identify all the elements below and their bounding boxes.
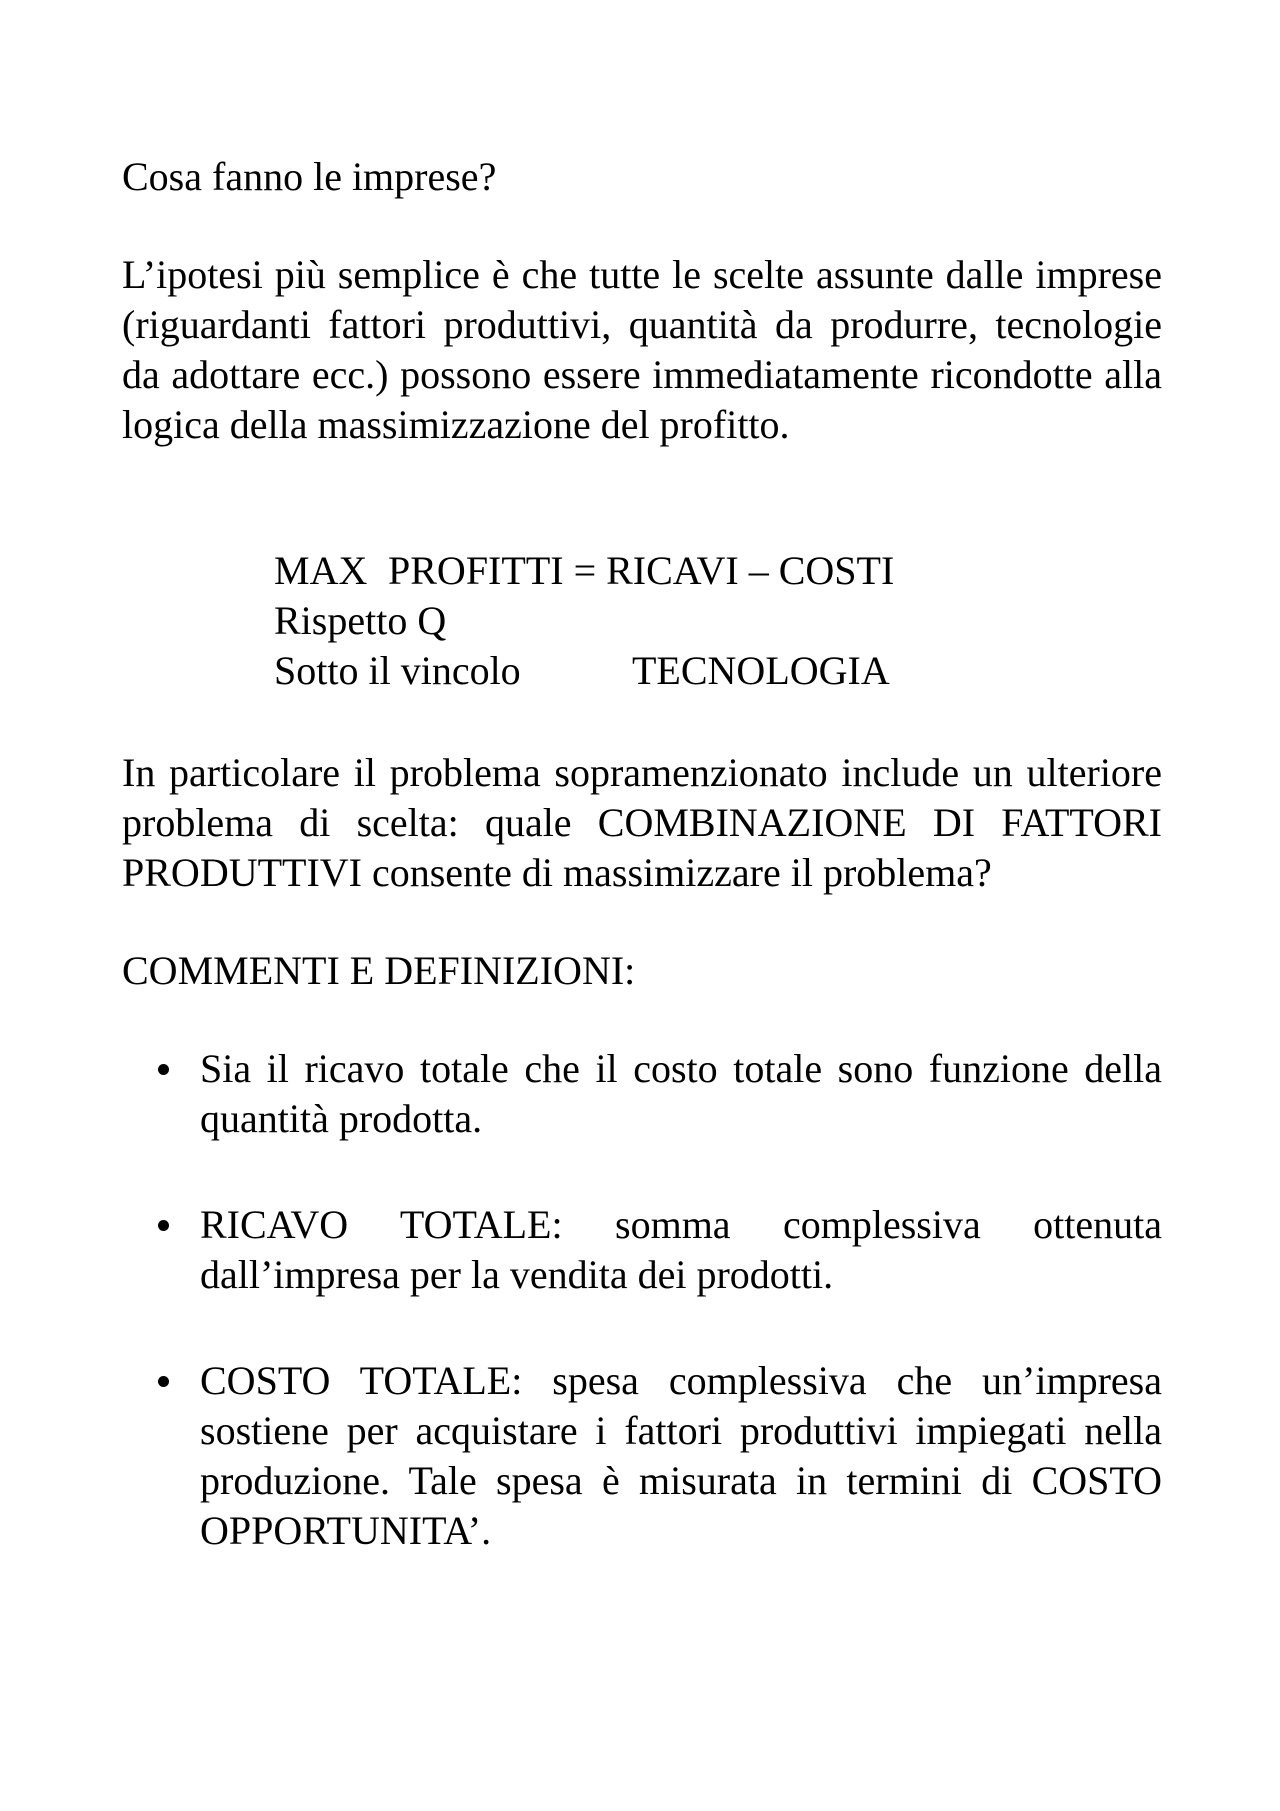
formula-line-respect xyxy=(274,596,1162,646)
definitions-list xyxy=(122,1044,1162,1556)
spacer xyxy=(122,202,1162,250)
formula-expression: PROFITTI = RICAVI – COSTI xyxy=(388,548,895,593)
spacer xyxy=(122,898,1162,946)
list-item-text: RICAVO TOTALE: somma complessiva ottenuta dall’impresa per la vendita dei prodotti. xyxy=(200,1202,1162,1297)
formula-respect-label: Rispetto Q xyxy=(274,598,447,643)
list-item xyxy=(122,1044,1162,1144)
bullet-icon xyxy=(158,1376,169,1387)
spacer xyxy=(122,450,1162,546)
profit-formula xyxy=(274,546,1162,696)
list-item xyxy=(122,1200,1162,1300)
page-title: Cosa fanno le imprese? xyxy=(122,154,497,199)
spacer xyxy=(122,996,1162,1044)
intro-paragraph: L’ipotesi più semplice è che tutte le scelte assunte dalle imprese (riguardanti fattori produttivi, quantità da produrre, tecnologie da adottare ecc.) possono essere immediatamente ricondotte alla logica della massimizzazione del profitto. xyxy=(122,252,1162,447)
formula-line-constraint xyxy=(274,646,1162,696)
particular-paragraph: In particolare il problema sopramenzionato include un ulteriore problema di scelta: quale COMBINAZIONE DI FATTORI PRODUTTIVI consente di massimizzare il problema? xyxy=(122,750,1162,895)
formula-constraint-label: Sotto il vincolo xyxy=(274,648,521,693)
formula-line-max xyxy=(274,546,1162,596)
comments-heading: COMMENTI E DEFINIZIONI: xyxy=(122,948,636,993)
bullet-icon xyxy=(158,1064,169,1075)
spacer xyxy=(122,696,1162,748)
list-item xyxy=(122,1356,1162,1556)
formula-max-label: MAX xyxy=(274,548,368,593)
formula-constraint-value: TECNOLOGIA xyxy=(632,648,890,693)
list-item-text: COSTO TOTALE: spesa complessiva che un’impresa sostiene per acquistare i fattori produttivi impiegati nella produzione. Tale spesa è misurata in termini di COSTO OPPORTUNITA’. xyxy=(200,1358,1162,1553)
bullet-icon xyxy=(158,1220,169,1231)
list-item-text: Sia il ricavo totale che il costo totale sono funzione della quantità prodotta. xyxy=(200,1046,1162,1141)
document-page xyxy=(122,152,1162,1556)
